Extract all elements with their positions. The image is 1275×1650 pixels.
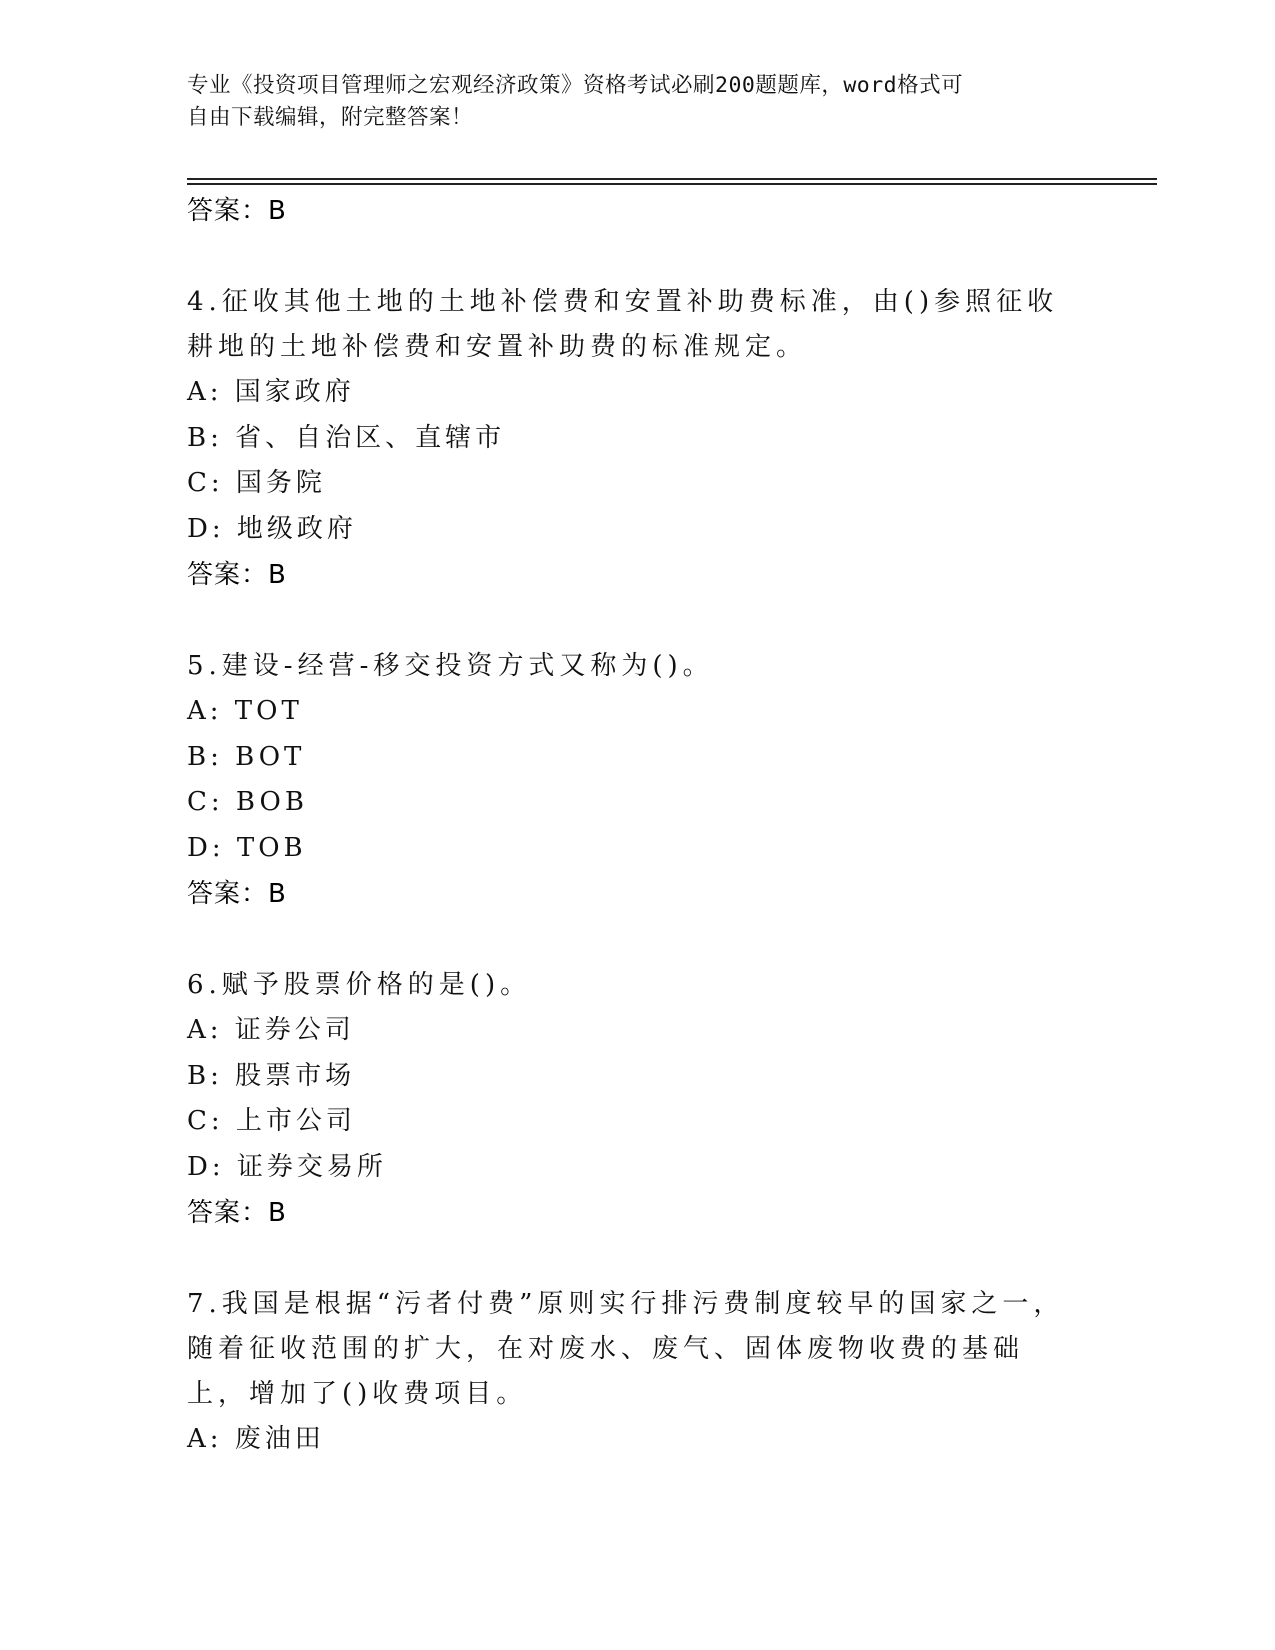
header-line-1: 专业《投资项目管理师之宏观经济政策》资格考试必刷200题题库，word格式可	[187, 73, 964, 98]
answer-line: 答案：B	[187, 1198, 287, 1228]
question-list	[187, 188, 1077, 1463]
question-stem: 4.征收其他土地的土地补偿费和安置补助费标准，由()参照征收耕地的土地补偿费和安置补助费的标准规定。	[187, 287, 1059, 362]
document-header	[187, 70, 1067, 134]
answer-line: 答案：B	[187, 196, 287, 226]
question-stem: 7.我国是根据“污者付费”原则实行排污费制度较早的国家之一，随着征收范围的扩大，在对废水、废气、固体废物收费的基础上，增加了()收费项目。	[187, 1289, 1065, 1409]
option-c: C: BOB	[187, 787, 308, 817]
header-rule-top	[187, 178, 1157, 180]
option-a: A: TOT	[187, 696, 303, 726]
question-5	[187, 644, 1077, 917]
question-6	[187, 963, 1077, 1236]
option-a: A: 证券公司	[187, 1015, 355, 1045]
question-4	[187, 280, 1077, 598]
answer-line: 答案：B	[187, 560, 287, 590]
option-d: D: 证券交易所	[187, 1151, 387, 1182]
header-rule-bottom	[187, 183, 1157, 185]
option-c: C: 国务院	[187, 468, 326, 498]
option-b: B: 省、自治区、直辖市	[187, 422, 506, 453]
option-d: D: 地级政府	[187, 513, 357, 544]
option-a: A: 废油田	[187, 1424, 325, 1454]
option-d: D: TOB	[187, 832, 307, 863]
header-line-2: 自由下载编辑，附完整答案！	[187, 105, 474, 130]
option-b: B: 股票市场	[187, 1060, 356, 1091]
option-a: A: 国家政府	[187, 377, 355, 407]
option-c: C: 上市公司	[187, 1106, 356, 1136]
question-7	[187, 1282, 1077, 1463]
question-stem: 6.赋予股票价格的是()。	[187, 970, 532, 1000]
question-stem: 5.建设-经营-移交投资方式又称为()。	[187, 651, 714, 681]
answer-line: 答案：B	[187, 879, 287, 909]
option-b: B: BOT	[187, 741, 306, 772]
